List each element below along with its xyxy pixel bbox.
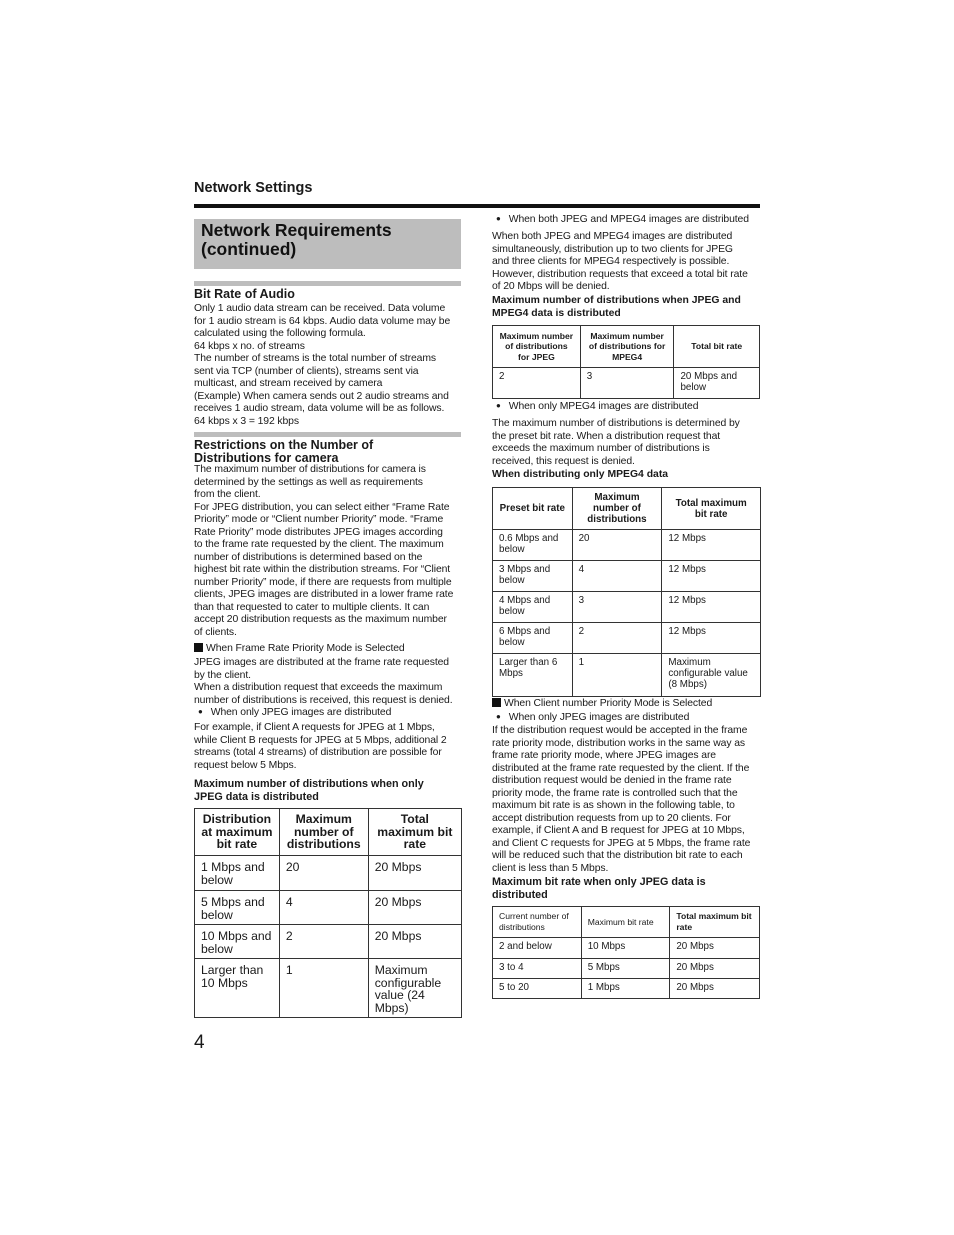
both-text-line: When both JPEG and MPEG4 images are distributed (492, 231, 733, 242)
table-cell: Larger than 6 Mbps (493, 654, 573, 697)
audio-text-line: (Example) When camera sends out 2 audio streams and (194, 390, 449, 402)
restrictions-heading-l2: Distributions for camera (194, 451, 339, 465)
restrictions-text-line: of clients. (194, 626, 237, 638)
header-rule (194, 204, 760, 208)
table2-caption (492, 295, 741, 320)
table-cell: 12 Mbps (662, 561, 761, 592)
restrictions-text-line: Rate Priority” mode distributes JPEG images according (194, 526, 443, 538)
table-cell: 2 and below (493, 938, 582, 959)
audio-heading: Bit Rate of Audio (194, 287, 295, 301)
client-mode-text-line: example, if Client A and B request for JPEG at 10 Mbps, (492, 825, 745, 836)
restrictions-text-line: accept 20 distribution requests as the maximum number (194, 614, 447, 625)
mpeg4-text (492, 418, 764, 468)
table-cell: 2 (279, 925, 368, 959)
table-mpeg4-only (492, 487, 761, 697)
table-row (493, 530, 761, 561)
table-row (493, 623, 761, 654)
table-header-row (195, 809, 462, 856)
restrictions-text-line: number Priority” mode, if there are requests from multiple (194, 576, 452, 588)
jpeg-only-text-line: For example, if Client A requests for JPEG at 1 Mbps, (194, 722, 435, 733)
table-cell: 10 Mbps (581, 938, 670, 959)
jpeg-only-text-line: while Client B requests for JPEG at 5 Mbps, additional 2 (194, 734, 447, 746)
frame-mode-text-line: number of distributions is received, this request is denied. (194, 694, 453, 706)
table-cell: 20 Mbps (368, 891, 461, 925)
section-label: Network Settings (194, 180, 313, 196)
mpeg4-text-line: the preset bit rate. When a distribution request that (492, 430, 721, 442)
client-mode-text-line: If the distribution request would be accepted in the frame (492, 725, 748, 736)
mpeg4-text-line: received, this request is denied. (492, 455, 635, 467)
table-cell: 12 Mbps (662, 623, 761, 654)
table-header-cell: Maximum number of distributions (279, 809, 368, 856)
restrictions-text-line: The maximum number of distributions for camera is (194, 464, 426, 475)
jpeg-only-bullet: ● When only JPEG images are distributed (194, 707, 391, 720)
table4-caption-l1: Maximum bit rate when only JPEG data is (492, 876, 706, 888)
table1-caption (194, 778, 424, 803)
table-cell: 20 Mbps (670, 959, 760, 979)
mpeg4-text-line: exceeds the maximum number of distributions is (492, 443, 710, 454)
table-cell: Maximum configurable value (8 Mbps) (662, 654, 761, 697)
table-cell: 3 Mbps and below (493, 561, 573, 592)
table-cell: 0.6 Mbps and below (493, 530, 573, 561)
frame-mode-text-line: When a distribution request that exceeds the maximum (194, 682, 443, 693)
table-header-cell: Current number of distributions (493, 907, 582, 938)
table-header-cell: Distribution at maximum bit rate (195, 809, 280, 856)
client-mode-text (492, 725, 764, 875)
table-cell: 20 Mbps (670, 938, 760, 959)
client-mode-text-line: and Client C requests for JPEG at 5 Mbps, the frame rate (492, 837, 751, 849)
restrictions-text (194, 464, 464, 639)
table-jpeg-mpeg4 (492, 325, 760, 399)
frame-mode-text-line: JPEG images are distributed at the frame rate requested (194, 657, 449, 668)
audio-divider (194, 281, 461, 286)
restrictions-text-line: from the client. (194, 489, 261, 500)
audio-text-line: 64 kbps x no. of streams (194, 340, 305, 352)
table-cell: 6 Mbps and below (493, 623, 573, 654)
restrictions-text-line: number of distributions is determined based on the (194, 551, 423, 563)
table-cell: 3 (572, 592, 662, 623)
client-mode-text-line: will be reduced such that the distribution bit rate to each (492, 850, 743, 861)
jpeg-only-text (194, 722, 464, 772)
table-header-cell: Maximum bit rate (581, 907, 670, 938)
table-header-cell: Maximum number of distributions for JPEG (493, 326, 581, 368)
table-header-cell: Total maximum bit rate (670, 907, 760, 938)
page-title-box (194, 219, 461, 269)
table-header-cell: Preset bit rate (493, 488, 573, 530)
table-cell: 10 Mbps and below (195, 925, 280, 959)
table-row (493, 979, 760, 999)
jpeg-only-text-line: streams (total 4 streams) of distribution are possible for (194, 747, 442, 758)
client-mode-label: When Client number Priority Mode is Selected (492, 697, 712, 711)
table-cell: 5 to 20 (493, 979, 582, 999)
table-row (493, 592, 761, 623)
both-text-line: However, distribution requests that exceed a total bit rate (492, 268, 748, 280)
table-cell: 5 Mbps and below (195, 891, 280, 925)
table-header-cell: Total bit rate (674, 326, 760, 368)
table-header-cell: Total maximum bit rate (368, 809, 461, 856)
restrictions-heading-l1: Restrictions on the Number of (194, 438, 374, 452)
audio-text (194, 303, 464, 428)
page-number: 4 (194, 1032, 205, 1053)
audio-text-line: 64 kbps x 3 = 192 kbps (194, 415, 299, 427)
table-row (195, 925, 462, 959)
client-jpeg-bullet: ● When only JPEG images are distributed (492, 712, 689, 725)
table-row (493, 959, 760, 979)
restrictions-text-line: highest bit rate within the distribution streams. For “Client (194, 564, 451, 575)
client-mode-text-line: priority mode, the frame rate is controlled such that the (492, 787, 738, 799)
table-cell: 20 Mbps (368, 856, 461, 891)
table-cell: 12 Mbps (662, 592, 761, 623)
table4-caption-l2: distributed (492, 888, 548, 901)
both-text-line: of 20 Mbps will be denied. (492, 281, 610, 292)
table2-caption-l1: Maximum number of distributions when JPEG and (492, 295, 741, 306)
restrictions-text-line: to the frame rate requested by the client. The maximum (194, 539, 444, 550)
client-mode-text-line: distribution request would be denied in the frame rate (492, 775, 732, 786)
table-header-cell: Total maximum bit rate (662, 488, 761, 530)
table-cell: 3 to 4 (493, 959, 582, 979)
frame-mode-label: When Frame Rate Priority Mode is Selected (194, 642, 405, 656)
table-cell: 4 Mbps and below (493, 592, 573, 623)
table-cell: 1 (572, 654, 662, 697)
client-mode-text-line: maximum bit rate is as shown in the following table, to (492, 800, 735, 811)
audio-text-line: The number of streams is the total number of streams (194, 353, 436, 364)
restrictions-divider (194, 432, 461, 437)
table3-caption: When distributing only MPEG4 data (492, 469, 669, 480)
table-cell: Larger than 10 Mbps (195, 959, 280, 1018)
table2-caption-l2: MPEG4 data is distributed (492, 307, 621, 319)
table-cell: 20 (572, 530, 662, 561)
table-header-row (493, 326, 760, 368)
table1-caption-l2: JPEG data is distributed (194, 790, 319, 803)
both-text-line: and three clients for MPEG4 respectively is possible. (492, 256, 730, 267)
page-title-line1: Network Requirements (201, 220, 392, 240)
table-cell: 20 Mbps (670, 979, 760, 999)
frame-mode-text-line: by the client. (194, 669, 251, 681)
both-bullet: ● When both JPEG and MPEG4 images are distributed (492, 214, 749, 227)
audio-text-line: for 1 audio stream is 64 kbps. Audio data volume may be (194, 315, 451, 327)
table-cell: 1 Mbps (581, 979, 670, 999)
table-cell: Maximum configurable value (24 Mbps) (368, 959, 461, 1018)
table-cell: 20 Mbps (368, 925, 461, 959)
table4-caption (492, 876, 706, 901)
table-row (493, 938, 760, 959)
mpeg4-text-line: The maximum number of distributions is determined by (492, 418, 740, 429)
table-row (195, 891, 462, 925)
client-mode-text-line: frame rate priority mode, where JPEG images are (492, 750, 716, 761)
table-cell: 2 (572, 623, 662, 654)
jpeg-only-text-line: request below 5 Mbps. (194, 759, 297, 771)
page-title (201, 221, 392, 259)
client-mode-text-line: rate priority mode, distribution works in the same way as (492, 737, 746, 749)
restrictions-text-line: clients, JPEG images are distributed in a lower frame rate (194, 589, 454, 600)
table-cell: 20 (279, 856, 368, 891)
restrictions-text-line: than that requested to cater to multiple clients. It can (194, 601, 430, 613)
client-mode-text-line: distributed at the frame rate requested by the client. If the (492, 762, 750, 774)
restrictions-text-line: Priority” mode or “Client number Priority” mode. “Frame (194, 514, 444, 525)
audio-text-line: Only 1 audio data stream can be received. Data volume (194, 303, 446, 314)
mpeg4-bullet: ● When only MPEG4 images are distributed (492, 401, 698, 414)
table-row (493, 368, 760, 399)
table-jpeg-only (194, 808, 462, 1018)
both-text-line: simultaneously, distribution up to two clients for JPEG (492, 243, 733, 255)
table-header-row (493, 488, 761, 530)
table-cell: 5 Mbps (581, 959, 670, 979)
table1-caption-l1: Maximum number of distributions when only (194, 778, 424, 790)
audio-text-line: multicast, and stream received by camera (194, 378, 383, 389)
table-header-cell: Maximum number of distributions (572, 488, 662, 530)
table-cell: 4 (279, 891, 368, 925)
table-cell: 3 (580, 368, 674, 399)
restrictions-heading (194, 439, 373, 465)
audio-text-line: receives 1 audio stream, data volume will be as follows. (194, 403, 445, 414)
audio-text-line: calculated using the following formula. (194, 328, 366, 339)
table-client-priority (492, 906, 760, 999)
table-header-row (493, 907, 760, 938)
both-text (492, 231, 764, 294)
table-cell: 1 Mbps and below (195, 856, 280, 891)
audio-text-line: sent via TCP (number of clients), streams sent via (194, 365, 419, 377)
page-title-line2: (continued) (201, 239, 297, 259)
table-cell: 2 (493, 368, 581, 399)
restrictions-text-line: determined by the settings as well as requirements (194, 476, 423, 488)
frame-mode-text (194, 657, 464, 707)
table-cell: 1 (279, 959, 368, 1018)
table-cell: 12 Mbps (662, 530, 761, 561)
table-cell: 4 (572, 561, 662, 592)
table-row (195, 959, 462, 1018)
table-row (195, 856, 462, 891)
table-cell: 20 Mbps and below (674, 368, 760, 399)
restrictions-text-line: For JPEG distribution, you can select either “Frame Rate (194, 501, 450, 513)
client-mode-text-line: client is less than 5 Mbps. (492, 862, 609, 874)
table-header-cell: Maximum number of distributions for MPEG4 (580, 326, 674, 368)
client-mode-text-line: accept distribution requests from up to 20 clients. For (492, 812, 731, 824)
table-row (493, 654, 761, 697)
table-row (493, 561, 761, 592)
